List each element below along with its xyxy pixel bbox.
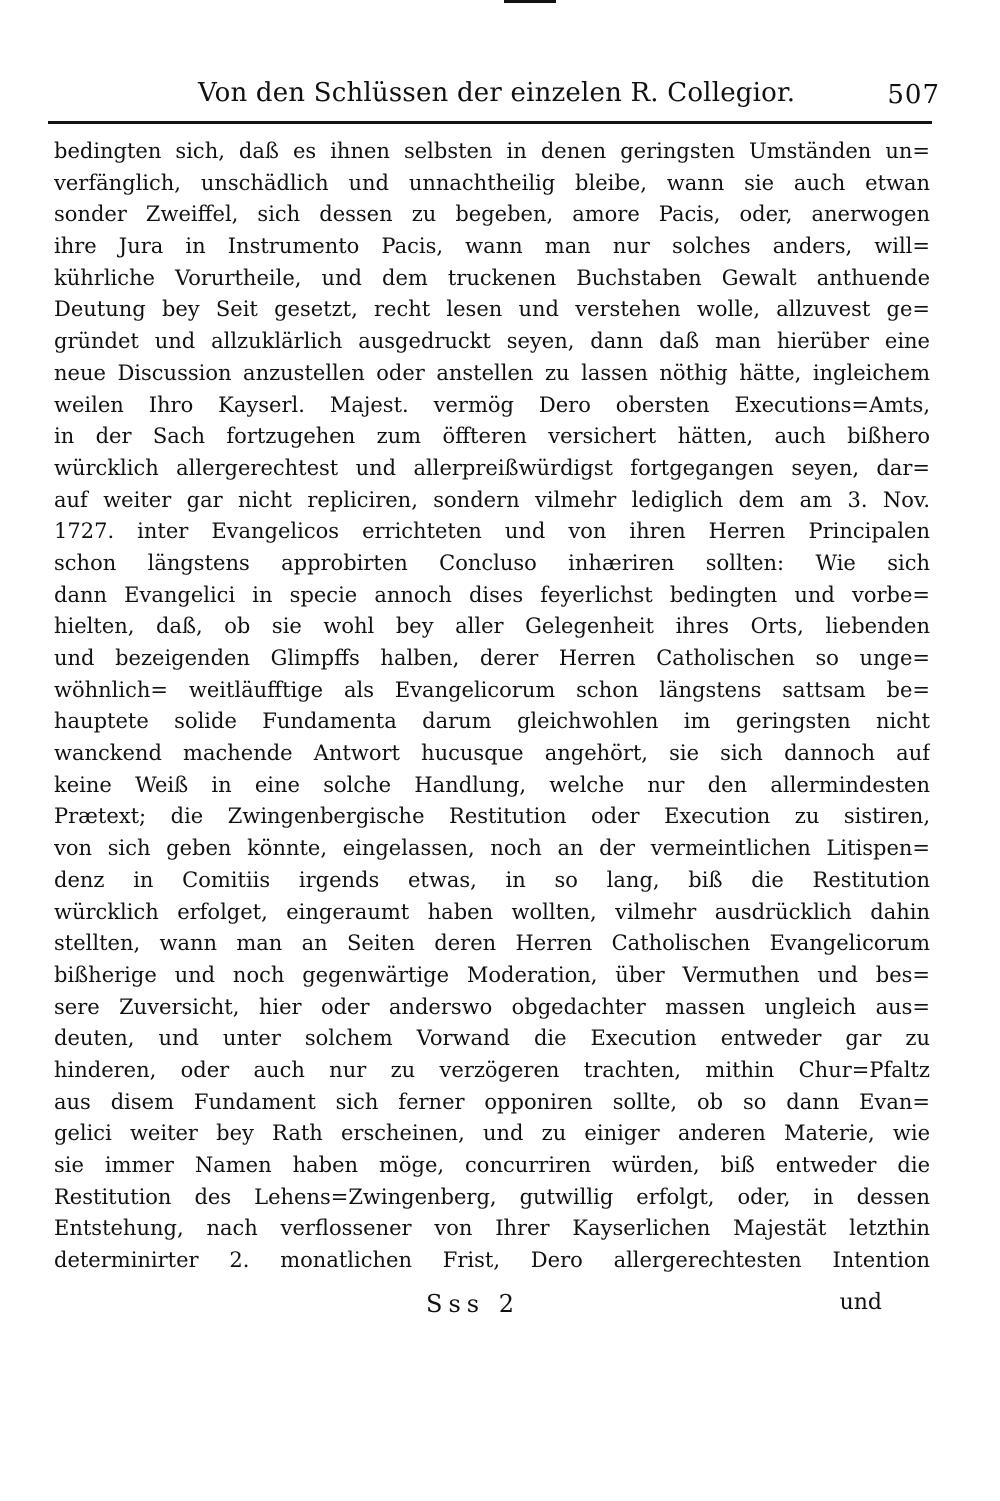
top-edge-mark xyxy=(504,0,556,3)
text-line: gelici weiter bey Rath erscheinen, und zu einiger anderen Materie, wie xyxy=(54,1121,930,1146)
text-line: stellten, wann man an Seiten deren Herren Catholischen Evangelicorum xyxy=(54,931,930,956)
text-line: Deutung bey Seit gesetzt, recht lesen und verstehen wolle, allzuvest ge= xyxy=(54,297,930,322)
text-line: hielten, daß, ob sie wohl bey aller Gelegenheit ihres Orts, liebenden xyxy=(54,614,930,639)
text-line: deuten, und unter solchem Vorwand die Execution entweder gar zu xyxy=(54,1026,930,1051)
body-text xyxy=(54,136,930,1277)
text-line: sonder Zweiffel, sich dessen zu begeben, amore Pacis, oder, anerwogen xyxy=(54,202,930,227)
text-line: bedingten sich, daß es ihnen selbsten in denen geringsten Umständen un= xyxy=(54,139,930,163)
text-line: weilen Ihro Kayserl. Majest. vermög Dero obersten Executions=Amts, xyxy=(54,392,930,417)
running-head: Von den Schlüssen der einzelen R. Collegior. xyxy=(198,78,796,108)
page-number: 507 xyxy=(887,80,940,110)
text-line: wanckend machende Antwort hucusque angehört, sie sich dannoch auf xyxy=(54,741,930,766)
text-line: von sich geben könnte, eingelassen, noch an der vermeintlichen Litispen= xyxy=(54,836,930,861)
text-line: in der Sach fortzugehen zum öffteren versichert hätten, auch bißhero xyxy=(54,424,930,449)
text-line: gründet und allzuklärlich ausgedruckt seyen, dann daß man hierüber eine xyxy=(54,329,930,354)
text-line: dann Evangelici in specie annoch dises feyerlichst bedingten und vorbe= xyxy=(54,582,930,607)
text-line: hauptete solide Fundamenta darum gleichwohlen im geringsten nicht xyxy=(54,709,930,734)
page-header xyxy=(60,78,940,118)
text-line: Entstehung, nach verflossener von Ihrer Kayserlichen Majestät letzthin xyxy=(54,1216,930,1241)
text-line: bißherige und noch gegenwärtige Moderation, über Vermuthen und bes= xyxy=(54,962,930,987)
header-rule xyxy=(48,121,932,124)
text-line: kührliche Vorurtheile, und dem truckenen Buchstaben Gewalt anthuende xyxy=(54,265,930,290)
text-line: keine Weiß in eine solche Handlung, welche nur den allermindesten xyxy=(54,772,930,797)
text-line: determinirter 2. monatlichen Frist, Dero allergerechtesten Intention xyxy=(54,1248,930,1273)
signature-mark: Sss 2 xyxy=(426,1290,520,1318)
text-line: würcklich allergerechtest und allerpreißwürdigst fortgegangen seyen, dar= xyxy=(54,455,930,480)
text-line: auf weiter gar nicht repliciren, sondern vilmehr lediglich dem am 3. Nov. xyxy=(54,487,930,512)
text-line: sere Zuversicht, hier oder anderswo obgedachter massen ungleich aus= xyxy=(54,994,930,1019)
text-line: und bezeigenden Glimpffs halben, derer Herren Catholischen so unge= xyxy=(54,646,930,670)
text-line: Prætext; die Zwingenbergische Restitution oder Execution zu sistiren, xyxy=(54,804,930,829)
text-line: neue Discussion anzustellen oder anstellen zu lassen nöthig hätte, ingleichem xyxy=(54,360,930,385)
text-line: 1727. inter Evangelicos errichteten und von ihren Herren Principalen xyxy=(54,519,930,544)
text-line: wöhnlich= weitläufftige als Evangelicorum schon längstens sattsam be= xyxy=(54,677,930,702)
text-line: hinderen, oder auch nur zu verzögeren trachten, mithin Chur=Pfaltz xyxy=(54,1057,930,1082)
page-footer xyxy=(54,1290,930,1324)
text-line: aus disem Fundament sich ferner opponiren sollte, ob so dann Evan= xyxy=(54,1089,930,1114)
text-line: schon längstens approbirten Concluso inhæriren sollten: Wie sich xyxy=(54,550,930,575)
text-line: verfänglich, unschädlich und unnachtheilig bleibe, wann sie auch etwan xyxy=(54,170,930,195)
text-line: ihre Jura in Instrumento Pacis, wann man nur solches anders, will= xyxy=(54,234,930,259)
text-line: sie immer Namen haben möge, concurriren würden, biß entweder die xyxy=(54,1153,930,1177)
text-line: würcklich erfolget, eingeraumt haben wollten, vilmehr ausdrücklich dahin xyxy=(54,899,930,924)
catchword: und xyxy=(839,1290,882,1315)
text-line: denz in Comitiis irgends etwas, in so lang, biß die Restitution xyxy=(54,867,930,892)
text-line: Restitution des Lehens=Zwingenberg, gutwillig erfolgt, oder, in dessen xyxy=(54,1184,930,1209)
